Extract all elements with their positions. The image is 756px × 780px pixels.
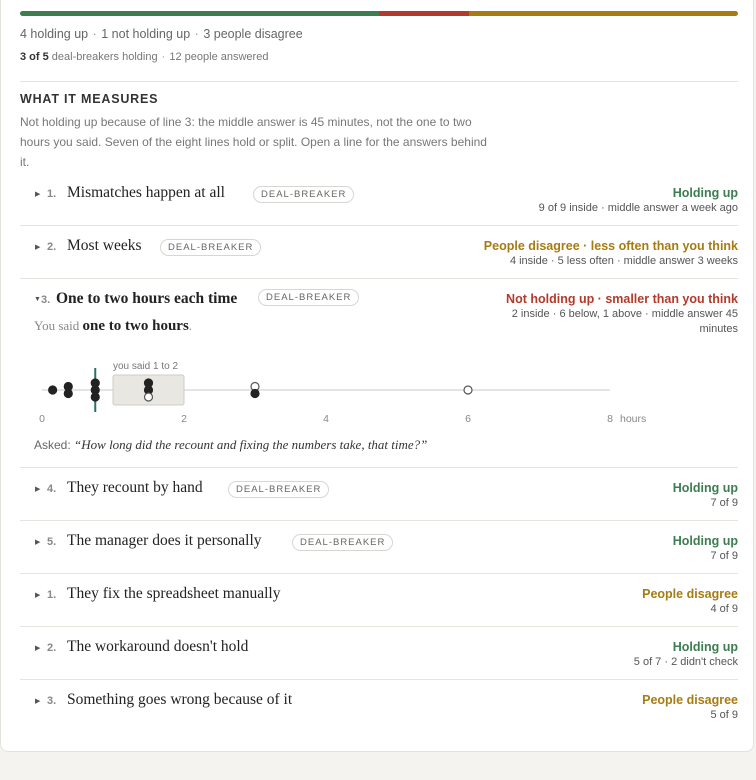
answers-dot-plot — [20, 356, 660, 436]
expand-caret-icon[interactable]: ▶ — [35, 645, 41, 652]
divider — [20, 626, 738, 627]
line-status: Holding up — [672, 481, 738, 495]
tick-label: 8 — [607, 413, 613, 425]
divider — [20, 278, 738, 279]
you-said-range-label: you said 1 to 2 — [113, 361, 179, 372]
divider — [20, 573, 738, 574]
line-title: They recount by hand — [67, 479, 203, 496]
dealbreaker-badge: DEAL-BREAKER — [292, 534, 393, 551]
line-number: 3. — [47, 695, 57, 707]
line-status: People disagree — [642, 587, 738, 601]
line-detail: 7 of 9 — [710, 550, 738, 562]
line-detail: 4 of 9 — [710, 603, 738, 615]
line-number: 2. — [47, 241, 57, 253]
expand-caret-icon[interactable]: ▶ — [35, 486, 41, 493]
you-said-label: You said — [34, 318, 80, 333]
line-status: Not holding up · smaller than you think — [506, 292, 738, 306]
answer-point — [251, 390, 259, 398]
line-number: 5. — [47, 536, 57, 548]
progress-segment-holding — [20, 11, 379, 16]
answered-count: 12 people answered — [169, 51, 269, 63]
line-title: Most weeks — [67, 237, 142, 254]
line-row-expanded[interactable] — [20, 286, 738, 466]
summary-holding: 4 holding up — [20, 27, 89, 41]
measures-description: Not holding up because of line 3: the middle answer is 45 minutes, not the one to two hours you said. Seven of the eight lines hold or split. Open a line for the answers behind it. — [20, 115, 487, 169]
tick-label: 0 — [39, 413, 45, 425]
dealbreaker-label: deal-breakers holding — [51, 51, 158, 63]
line-row[interactable] — [20, 687, 738, 733]
dealbreaker-badge: DEAL-BREAKER — [258, 289, 359, 306]
line-title: The workaround doesn't hold — [67, 638, 249, 655]
line-detail: 4 inside · 5 less often · middle answer 3 weeks — [509, 255, 738, 267]
asked-question — [34, 437, 427, 453]
line-detail: 5 of 9 — [710, 709, 738, 721]
measures-heading: WHAT IT MEASURES — [20, 92, 159, 106]
line-number: 3. — [41, 294, 51, 306]
divider — [20, 679, 738, 680]
line-status: Holding up — [672, 186, 738, 200]
tick-label: 2 — [181, 413, 187, 425]
answer-point — [91, 393, 99, 401]
line-status: Holding up — [672, 640, 738, 654]
dealbreaker-count: 3 of 5 — [20, 51, 49, 63]
line-status: Holding up — [672, 534, 738, 548]
answer-point — [64, 390, 72, 398]
dealbreaker-badge: DEAL-BREAKER — [228, 481, 329, 498]
answer-point-open — [464, 386, 472, 394]
asked-label: Asked: — [34, 438, 71, 452]
line-row[interactable] — [20, 634, 738, 680]
line-number: 1. — [47, 188, 57, 200]
summary-disagree: 3 people disagree — [203, 27, 303, 41]
asked-text: “How long did the recount and fixing the numbers take, that time?” — [74, 437, 428, 452]
line-detail: 9 of 9 inside · middle answer a week ago — [538, 202, 738, 214]
line-detail: 5 of 7 · 2 didn't check — [633, 656, 738, 668]
summary-dealbreakers: 3 of 5 deal-breakers holding · 12 people answered — [20, 51, 269, 63]
expand-caret-icon[interactable]: ▶ — [35, 244, 41, 251]
line-title: One to two hours each time — [56, 290, 238, 307]
expand-caret-icon[interactable]: ▶ — [35, 592, 41, 599]
line-title: Mismatches happen at all — [67, 184, 225, 201]
progress-segment-not-holding — [379, 11, 469, 16]
you-said-value: one to two hours — [82, 318, 189, 334]
dealbreaker-badge: DEAL-BREAKER — [160, 239, 261, 256]
you-said — [34, 318, 192, 335]
summary-not-holding: 1 not holding up — [101, 27, 191, 41]
line-number: 2. — [47, 642, 57, 654]
dealbreaker-badge: DEAL-BREAKER — [253, 186, 354, 203]
collapse-caret-icon[interactable]: ▼ — [34, 296, 41, 303]
you-said-period: . — [188, 318, 193, 333]
line-row[interactable] — [20, 475, 738, 521]
axis-unit-label: hours — [620, 413, 647, 425]
line-row[interactable] — [20, 581, 738, 627]
divider — [20, 225, 738, 226]
line-number: 1. — [47, 589, 57, 601]
answer-point-open — [145, 393, 153, 401]
results-progress-bar — [20, 11, 738, 16]
expand-caret-icon[interactable]: ▶ — [35, 698, 41, 705]
tick-label: 6 — [465, 413, 471, 425]
line-status: People disagree — [642, 693, 738, 707]
line-row[interactable] — [20, 528, 738, 574]
tick-label: 4 — [323, 413, 329, 425]
line-detail: 7 of 9 — [710, 497, 738, 509]
summary-counts: 4 holding up · 1 not holding up · 3 people disagree — [20, 27, 303, 41]
expand-caret-icon[interactable]: ▶ — [35, 539, 41, 546]
line-row[interactable] — [20, 233, 738, 279]
line-status: People disagree · less often than you think — [483, 239, 738, 253]
line-title: The manager does it personally — [67, 532, 262, 549]
line-title: Something goes wrong because of it — [67, 691, 293, 708]
expand-caret-icon[interactable]: ▶ — [35, 191, 41, 198]
answer-point — [49, 386, 57, 394]
line-title: They fix the spreadsheet manually — [67, 585, 281, 602]
line-detail: 2 inside · 6 below, 1 above · middle answer 45 minutes — [511, 308, 738, 335]
divider — [20, 520, 738, 521]
divider — [20, 467, 738, 468]
line-row[interactable] — [20, 180, 738, 226]
line-number: 4. — [47, 483, 57, 495]
divider — [20, 81, 738, 82]
progress-segment-disagree — [469, 11, 738, 16]
